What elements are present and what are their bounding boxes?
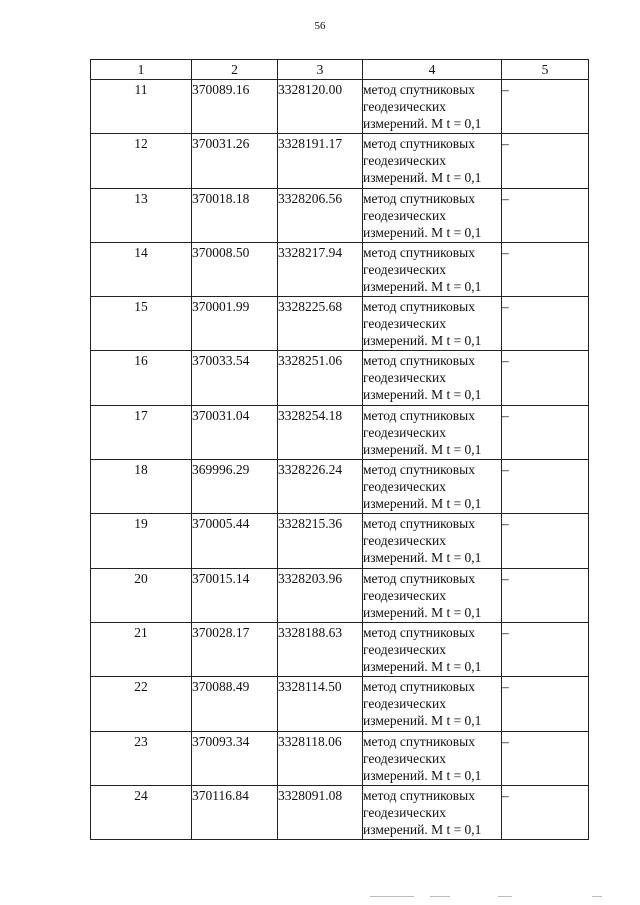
note-cell: – xyxy=(502,514,589,568)
method-cell: метод спутниковых геодезических измерений. M t = 0,1 xyxy=(363,351,502,405)
note-cell: – xyxy=(502,80,589,134)
point-number-cell: 23 xyxy=(91,731,192,785)
point-number-cell: 15 xyxy=(91,297,192,351)
method-cell: метод спутниковых геодезических измерений. M t = 0,1 xyxy=(363,622,502,676)
point-number-cell: 20 xyxy=(91,568,192,622)
column-header-note: 5 xyxy=(502,60,589,80)
x-coordinate-cell: 370033.54 xyxy=(192,351,278,405)
method-cell: метод спутниковых геодезических измерений. M t = 0,1 xyxy=(363,514,502,568)
y-coordinate-cell: 3328188.63 xyxy=(278,622,363,676)
point-number-cell: 22 xyxy=(91,677,192,731)
table-row xyxy=(91,622,589,676)
table-row xyxy=(91,134,589,188)
method-cell: метод спутниковых геодезических измерений. M t = 0,1 xyxy=(363,80,502,134)
x-coordinate-cell: 370008.50 xyxy=(192,242,278,296)
x-coordinate-cell: 370001.99 xyxy=(192,297,278,351)
point-number-cell: 24 xyxy=(91,785,192,839)
method-cell: метод спутниковых геодезических измерений. M t = 0,1 xyxy=(363,242,502,296)
method-cell: метод спутниковых геодезических измерений. M t = 0,1 xyxy=(363,460,502,514)
point-number-cell: 14 xyxy=(91,242,192,296)
y-coordinate-cell: 3328254.18 xyxy=(278,405,363,459)
column-header-method: 4 xyxy=(363,60,502,80)
method-cell: метод спутниковых геодезических измерений. M t = 0,1 xyxy=(363,134,502,188)
note-cell: – xyxy=(502,405,589,459)
y-coordinate-cell: 3328114.50 xyxy=(278,677,363,731)
table-row xyxy=(91,188,589,242)
table-header xyxy=(91,60,589,80)
y-coordinate-cell: 3328191.17 xyxy=(278,134,363,188)
note-cell: – xyxy=(502,242,589,296)
x-coordinate-cell: 370116.84 xyxy=(192,785,278,839)
note-cell: – xyxy=(502,188,589,242)
x-coordinate-cell: 370093.34 xyxy=(192,731,278,785)
point-number-cell: 12 xyxy=(91,134,192,188)
method-cell: метод спутниковых геодезических измерений. M t = 0,1 xyxy=(363,297,502,351)
table-row xyxy=(91,297,589,351)
method-cell: метод спутниковых геодезических измерений. M t = 0,1 xyxy=(363,568,502,622)
table-row xyxy=(91,80,589,134)
x-coordinate-cell: 370088.49 xyxy=(192,677,278,731)
scan-footer-marks xyxy=(370,896,630,900)
note-cell: – xyxy=(502,297,589,351)
point-number-cell: 16 xyxy=(91,351,192,405)
x-coordinate-cell: 370028.17 xyxy=(192,622,278,676)
x-coordinate-cell: 370005.44 xyxy=(192,514,278,568)
y-coordinate-cell: 3328206.56 xyxy=(278,188,363,242)
method-cell: метод спутниковых геодезических измерений. M t = 0,1 xyxy=(363,677,502,731)
note-cell: – xyxy=(502,568,589,622)
y-coordinate-cell: 3328120.00 xyxy=(278,80,363,134)
method-cell: метод спутниковых геодезических измерений. M t = 0,1 xyxy=(363,188,502,242)
x-coordinate-cell: 370031.04 xyxy=(192,405,278,459)
x-coordinate-cell: 370031.26 xyxy=(192,134,278,188)
y-coordinate-cell: 3328225.68 xyxy=(278,297,363,351)
note-cell: – xyxy=(502,460,589,514)
method-cell: метод спутниковых геодезических измерений. M t = 0,1 xyxy=(363,731,502,785)
y-coordinate-cell: 3328203.96 xyxy=(278,568,363,622)
x-coordinate-cell: 370089.16 xyxy=(192,80,278,134)
point-number-cell: 21 xyxy=(91,622,192,676)
point-number-cell: 18 xyxy=(91,460,192,514)
table-row xyxy=(91,731,589,785)
note-cell: – xyxy=(502,351,589,405)
table-row xyxy=(91,785,589,839)
page-number: 56 xyxy=(314,20,326,32)
y-coordinate-cell: 3328251.06 xyxy=(278,351,363,405)
header-row xyxy=(91,60,589,80)
column-header-y: 3 xyxy=(278,60,363,80)
column-header-x: 2 xyxy=(192,60,278,80)
table-row xyxy=(91,242,589,296)
coordinates-table xyxy=(90,59,589,840)
y-coordinate-cell: 3328091.08 xyxy=(278,785,363,839)
column-header-point-number: 1 xyxy=(91,60,192,80)
note-cell: – xyxy=(502,622,589,676)
method-cell: метод спутниковых геодезических измерений. M t = 0,1 xyxy=(363,785,502,839)
method-cell: метод спутниковых геодезических измерений. M t = 0,1 xyxy=(363,405,502,459)
x-coordinate-cell: 370018.18 xyxy=(192,188,278,242)
y-coordinate-cell: 3328217.94 xyxy=(278,242,363,296)
point-number-cell: 17 xyxy=(91,405,192,459)
y-coordinate-cell: 3328215.36 xyxy=(278,514,363,568)
table-row xyxy=(91,514,589,568)
note-cell: – xyxy=(502,731,589,785)
point-number-cell: 19 xyxy=(91,514,192,568)
note-cell: – xyxy=(502,677,589,731)
table-row xyxy=(91,405,589,459)
point-number-cell: 13 xyxy=(91,188,192,242)
table-row xyxy=(91,460,589,514)
x-coordinate-cell: 370015.14 xyxy=(192,568,278,622)
table-row xyxy=(91,677,589,731)
y-coordinate-cell: 3328118.06 xyxy=(278,731,363,785)
note-cell: – xyxy=(502,134,589,188)
table-row xyxy=(91,568,589,622)
y-coordinate-cell: 3328226.24 xyxy=(278,460,363,514)
note-cell: – xyxy=(502,785,589,839)
x-coordinate-cell: 369996.29 xyxy=(192,460,278,514)
table-row xyxy=(91,351,589,405)
table-body xyxy=(91,80,589,840)
point-number-cell: 11 xyxy=(91,80,192,134)
